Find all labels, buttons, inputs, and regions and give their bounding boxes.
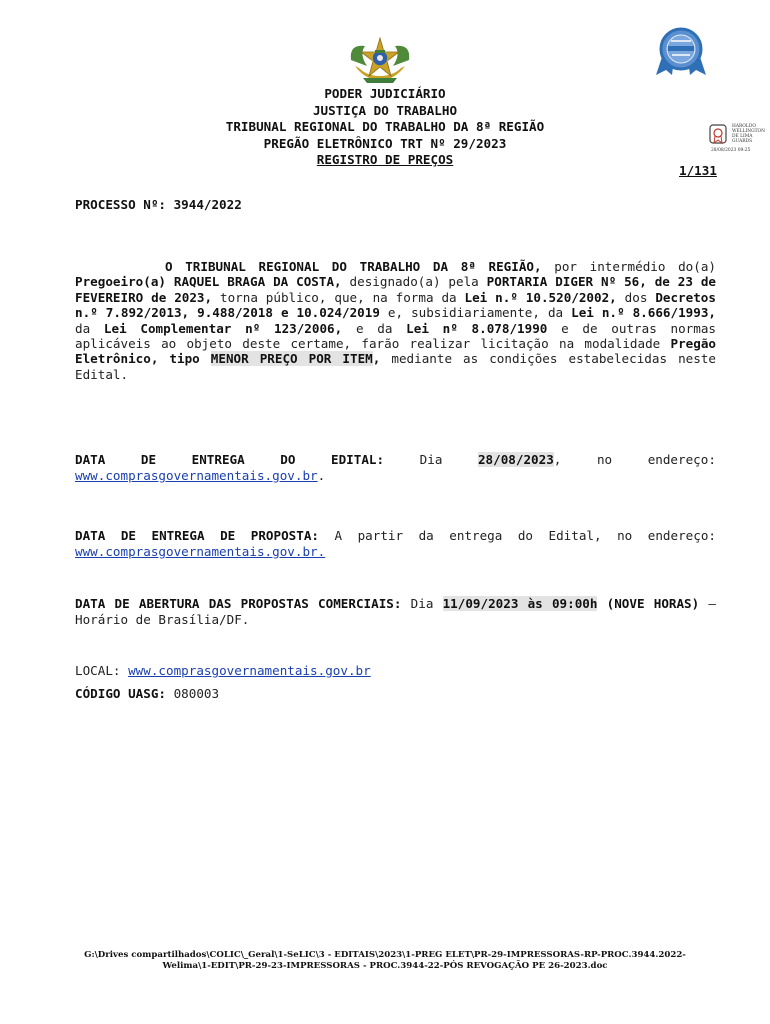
entrega-edital-label-4: DO [280, 452, 296, 467]
entrega-edital-label-2: DE [140, 452, 157, 467]
footer-file-path [40, 950, 730, 972]
intro-text: designado(a) pela [341, 274, 487, 290]
footer-line-2: Welima\1-EDIT\PR-29-23-IMPRESSORAS - PROC.3944-22-PÓS REVOGAÇÃO PE 26-2023.doc [162, 961, 608, 971]
brazil-coat-of-arms-icon [345, 36, 415, 84]
uasg-value: 080003 [166, 686, 220, 701]
intro-pregoeiro: Pregoeiro(a) RAQUEL BRAGA DA COSTA, [75, 274, 342, 290]
header-line-5: REGISTRO DE PREÇOS [316, 152, 454, 167]
quality-seal-icon [648, 27, 714, 77]
header-line-3: TRIBUNAL REGIONAL DO TRABALHO DA 8ª REGIÃO [225, 119, 545, 134]
intro-text: e de outras normas aplicáveis ao objeto deste certame, farão realizar licitação na modalidade [75, 320, 717, 352]
entrega-proposta-label: DATA DE ENTREGA DE PROPOSTA: [75, 528, 319, 543]
intro-text: da [75, 320, 104, 336]
entrega-edital-no: no [596, 452, 613, 467]
intro-lei-8078: Lei nº 8.078/1990 [406, 320, 548, 336]
intro-lei-complementar: Lei Complementar nº 123/2006, [103, 320, 343, 336]
intro-tribunal: O TRIBUNAL REGIONAL DO TRABALHO DA 8ª REGIÃO, [165, 259, 542, 274]
entrega-edital-period: . [317, 468, 326, 483]
intro-text: e da [342, 320, 407, 336]
entrega-proposta-text: A partir da entrega do Edital, no endereço: [319, 528, 716, 543]
header-line-2: JUSTIÇA DO TRABALHO [312, 102, 458, 118]
entrega-proposta [75, 528, 716, 560]
codigo-uasg [75, 686, 716, 702]
intro-text: dos [616, 289, 656, 305]
document-header [0, 86, 770, 169]
intro-lei-10520: Lei n.º 10.520/2002, [464, 289, 617, 305]
local-label: LOCAL: [75, 663, 129, 678]
entrega-edital-dia: Dia [419, 452, 443, 467]
intro-paragraph [75, 259, 716, 382]
footer-line-1: G:\Drives compartilhados\COLIC\_Geral\1-SeLIC\3 - EDITAIS\2023\1-PREG ELET\PR-29-IMPRESSORAS-RP-PROC.3944.2022- [84, 950, 686, 960]
signature-date: 28/08/2023 09:25 [711, 148, 751, 153]
abertura-label: DATA DE ABERTURA DAS PROPOSTAS COMERCIAIS: [75, 596, 402, 611]
processo-number: PROCESSO Nº: 3944/2022 [75, 197, 242, 212]
intro-tipo: MENOR PREÇO POR ITEM [210, 351, 373, 367]
local [75, 663, 716, 679]
entrega-edital-endereco: endereço: [647, 452, 716, 467]
intro-lei-8666: Lei n.º 8.666/1993, [571, 305, 716, 321]
intro-comma: , [372, 351, 381, 367]
intro-text: torna público, que, na forma da [212, 289, 465, 305]
entrega-edital: DATA DE ENTREGA DO EDITAL: Dia 28/08/2023, no endereço: www.comprasgovernamentais.gov.br. [75, 452, 716, 483]
intro-portaria: PORTARIA DIGER Nº 56, de 23 de FEVEREIRO de 2023, [75, 274, 717, 305]
header-line-1: PODER JUDICIÁRIO [324, 86, 446, 101]
abertura-propostas [75, 596, 716, 628]
entrega-proposta-url[interactable]: www.comprasgovernamentais.gov.br. [75, 544, 326, 559]
page-number: 1/131 [679, 163, 717, 178]
intro-decretos: Decretos n.º 7.892/2013, 9.488/2018 e 10.024/2019 [75, 289, 716, 321]
local-url[interactable]: www.comprasgovernamentais.gov.br [128, 663, 371, 678]
entrega-edital-label-3: ENTREGA [191, 452, 245, 467]
entrega-edital-label-1: DATA [75, 452, 106, 467]
intro-text: mediante as condições estabelecidas neste Edital. [75, 351, 716, 382]
abertura-rest: – Horário de Brasília/DF. [75, 596, 717, 627]
abertura-dia: Dia [401, 596, 443, 611]
entrega-edital-url[interactable]: www.comprasgovernamentais.gov.br [75, 468, 318, 483]
abertura-extra: (NOVE HORAS) [597, 596, 700, 611]
uasg-label: CÓDIGO UASG: [75, 686, 166, 701]
signature-signer: HAROLDO WELLINGTON DE LIMA GUARDS [732, 124, 766, 144]
intro-modalidade: Pregão Eletrônico, tipo [75, 336, 716, 367]
header-line-4: PREGÃO ELETRÔNICO TRT Nº 29/2023 [263, 135, 507, 151]
entrega-edital-label-5: EDITAL: [331, 452, 385, 467]
entrega-edital-date: 28/08/2023 [477, 452, 554, 467]
intro-text: por intermédio do(a) [541, 259, 716, 274]
abertura-datetime: 11/09/2023 às 09:00h [442, 596, 598, 611]
intro-text: e, subsidiariamente, da [379, 305, 572, 321]
